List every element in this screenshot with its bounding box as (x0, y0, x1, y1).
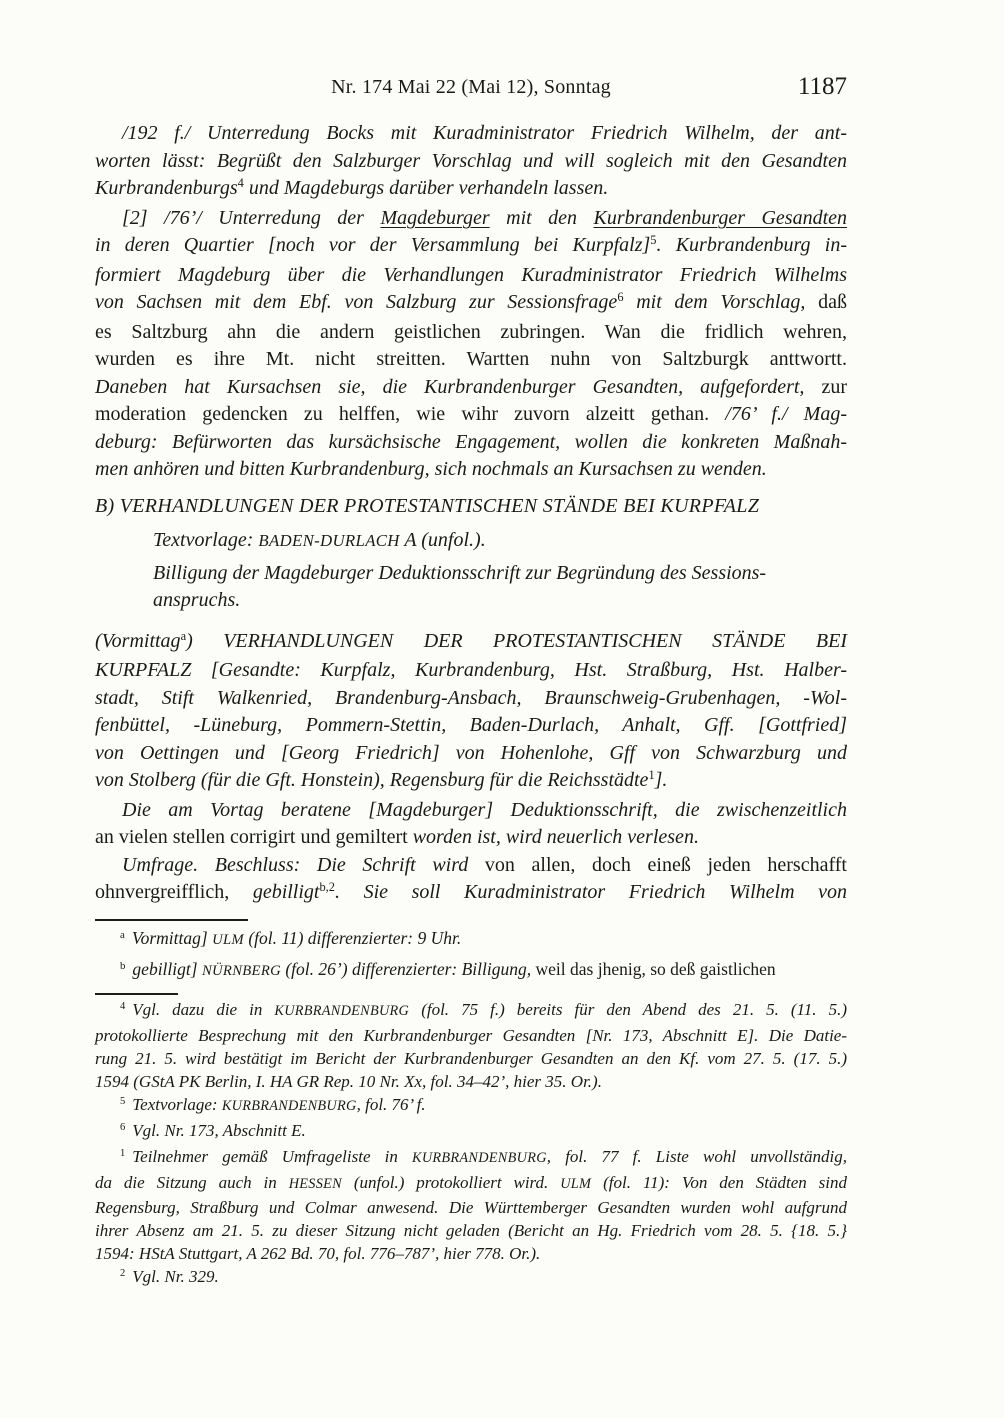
text-segment: , fol. 76’ f. (356, 1094, 426, 1114)
entry-paragraph-2 (95, 205, 847, 484)
footnote-1 (95, 1145, 847, 1265)
text-segment: (fol. 11) differenzierter: 9 Uhr. (243, 927, 462, 948)
umfrage-paragraph (95, 852, 847, 909)
text-segment: gebilligt (252, 881, 320, 903)
text-segment: Vgl. Nr. 173, Abschnitt E. (132, 1120, 306, 1140)
text-segment: Die am Vortag beratene [Magdeburger] Deduktionsschrift, die zwischenzeitlich (122, 798, 847, 821)
textvorlage-line (95, 527, 847, 555)
billigung-abstract (95, 560, 847, 615)
text-line (95, 429, 847, 457)
text-line (95, 319, 847, 347)
text-segment: rung 21. 5. wird bestätigt im Bericht der Kurbrandenburger Gesandten an den Kf. vom 27. 5. (17. 5.) (95, 1048, 847, 1068)
footnote-marker: a (180, 628, 187, 643)
text-line (95, 879, 847, 909)
footnote-marker: 4 (120, 1000, 126, 1012)
text-segment: (fol. 26’) differenzierter: Billigung, (280, 958, 532, 979)
text-segment: worten lässt: Begrüßt den Salzburger Vorschlag und will sogleich mit den Gesandten (95, 149, 847, 172)
footnote-marker: 1 (648, 768, 655, 783)
text-segment: Vgl. dazu die in (132, 999, 275, 1019)
text-segment: es Saltzburg ahn die andern geistlichen zubringen. Wan die fridlich wehren, (95, 320, 847, 343)
text-segment: Teilnehmer gemäß Umfrageliste in (132, 1146, 413, 1166)
text-segment: von Sachsen mit dem Ebf. von Salzburg zur Sessionsfrage (95, 291, 618, 313)
text-line (95, 1171, 847, 1196)
text-line (95, 1070, 847, 1093)
text-segment: mit den (489, 206, 594, 229)
text-segment: Umfrage. Beschluss: Die Schrift wird (122, 853, 485, 876)
text-segment: Regensburg, Straßburg und Colmar anwesend. Die Württemberger Gesandten wurden wohl aufgrund (95, 1197, 847, 1217)
footnote-marker: 4 (237, 176, 244, 191)
footnote-marker: b (120, 959, 126, 972)
text-segment: moderation gedencken zu helffen, wie wihr zuvorn alzeitt gethan. (95, 403, 726, 425)
text-segment: daß (805, 291, 847, 313)
text-segment: . Sie soll Kuradministrator Friedrich Wilhelm von (334, 881, 848, 903)
text-line (95, 175, 847, 205)
text-segment: deburg: Befürworten das kursächsische Engagement, wollen die konkreten Maßnah- (95, 430, 847, 453)
footnote-4 (95, 998, 847, 1093)
text-segment: ihrer Absenz am 21. 5. zu dieser Sitzung nicht geladen (Bericht an Hg. Friedrich vom 28. 5. {18. 5.} (95, 1220, 847, 1240)
text-segment: (fol. 11): Von den Städten sind (591, 1172, 847, 1192)
footnote-marker: 5 (650, 233, 657, 248)
text-line (95, 797, 847, 825)
footnote-marker: 2 (120, 1267, 126, 1279)
text-segment: und Magdeburgs darüber verhandeln lassen. (243, 177, 609, 199)
text-line (95, 657, 847, 685)
footnote-marker: 6 (120, 1121, 126, 1133)
text-line (95, 262, 847, 290)
text-line (95, 712, 847, 740)
footnote-marker: b,2 (319, 880, 335, 895)
page-number: 1187 (797, 73, 847, 100)
text-line (95, 955, 847, 986)
footnote-marker: a (120, 928, 125, 941)
text-segment: Billigung der Magdeburger Deduktionsschrift zur Begründung des Sessions- (153, 561, 767, 584)
text-line (95, 493, 847, 521)
text-segment: Daneben hat Kursachsen sie, die Kurbrandenburger Gesandten, aufgefordert, (95, 375, 805, 398)
text-line (153, 527, 847, 555)
text-segment: /192 f./ Unterredung Bocks mit Kuradministrator Friedrich Wilhelm, der ant- (122, 122, 847, 144)
text-segment: formiert Magdeburg über die Verhandlungen Kuradministrator Friedrich Wilhelms (95, 263, 847, 286)
text-line (95, 1119, 847, 1145)
text-line (95, 767, 847, 797)
text-segment: ohnvergreifflich, (95, 881, 253, 903)
text-segment: , fol. 77 f. Liste wohl unvollständig, (546, 1146, 847, 1166)
text-segment: men anhören und bitten Kurbrandenburg, sich nochmals an Kursachsen zu wenden. (95, 458, 767, 480)
text-segment: wurden es ihre Mt. nicht streitten. Wartten nuhn von Saltzburgk anttwortt. (95, 348, 847, 370)
text-segment: von allen, doch eineß jeden herschafft (484, 853, 847, 876)
text-line (95, 232, 847, 262)
text-line (95, 1047, 847, 1070)
text-segment: Textvorlage: (153, 529, 259, 551)
page-body (95, 120, 847, 1291)
text-segment: Kurbrandenburgs (95, 177, 238, 199)
text-segment: in deren Quartier [noch vor der Versammlung bei Kurpfalz] (95, 234, 651, 256)
text-line (153, 587, 847, 615)
apparatus-rule (95, 919, 248, 921)
text-segment: stadt, Stift Walkenried, Brandenburg-Ansbach, Braunschweig-Grubenhagen, -Wol- (95, 686, 847, 709)
text-segment: ) VERHANDLUNGEN DER PROTESTANTISCHEN STÄNDE BEI (186, 629, 847, 652)
text-segment: worden ist, wird neuerlich verlesen. (412, 826, 699, 848)
text-line (95, 205, 847, 233)
text-segment: [2] /76’/ Unterredung der (122, 206, 381, 229)
text-line (95, 1242, 847, 1265)
text-line (95, 1024, 847, 1047)
text-segment: protokollierte Besprechung mit den Kurbrandenburger Gesandten [Nr. 173, Abschnitt E]. Die Datie- (95, 1025, 847, 1045)
text-segment: (unfol.) protokolliert wird. (341, 1172, 561, 1192)
text-line (153, 560, 847, 588)
text-segment: BADEN-DURLACH (258, 531, 400, 550)
running-head: Nr. 174 Mai 22 (Mai 12), Sonntag (331, 76, 611, 98)
text-segment: Kurbrandenburger Gesandten (593, 206, 847, 229)
text-segment: ULM (212, 931, 244, 948)
text-line (95, 685, 847, 713)
text-segment: zur (804, 375, 847, 398)
text-line (95, 148, 847, 176)
text-line (95, 628, 847, 658)
text-segment: 1594 (GStA PK Berlin, I. HA GR Rep. 10 Nr. Xx, fol. 34–42’, hier 35. Or.). (95, 1071, 602, 1091)
text-segment: gebilligt] (132, 958, 202, 979)
text-segment: ULM (560, 1175, 592, 1192)
text-segment: Vgl. Nr. 329. (132, 1266, 219, 1286)
apparatus-note-a (95, 924, 847, 955)
text-line (95, 740, 847, 768)
text-segment: Vormittag] (131, 927, 213, 948)
footnote-2 (95, 1265, 847, 1291)
text-line (95, 374, 847, 402)
text-line (95, 120, 847, 148)
text-segment: (Vormittag (95, 629, 181, 652)
text-segment: KURBRANDENBURG (412, 1149, 547, 1166)
text-line (95, 1219, 847, 1242)
text-line (95, 401, 847, 429)
text-segment: mit dem Vorschlag, (623, 291, 806, 313)
text-segment: von Stolberg (für die Gft. Honstein), Regensburg für die Reichsstädte (95, 769, 649, 791)
footnote-6 (95, 1119, 847, 1145)
footnote-5 (95, 1093, 847, 1119)
entry-paragraph-1 (95, 120, 847, 205)
text-line (95, 456, 847, 484)
page-header (95, 73, 847, 108)
text-line (95, 1265, 847, 1291)
text-line (95, 289, 847, 319)
text-segment: weil das jhenig, so deß gaistlichen (531, 958, 776, 979)
footnote-marker: 1 (120, 1147, 126, 1159)
text-segment: . Kurbrandenburg in- (656, 234, 847, 256)
text-segment: von Oettingen und [Georg Friedrich] von Hohenlohe, Gff von Schwarzburg und (95, 741, 847, 764)
text-segment: (fol. 75 f.) bereits für den Abend des 21. 5. (11. 5.) (409, 999, 847, 1019)
footnote-marker: 6 (617, 290, 624, 305)
text-line (95, 1145, 847, 1171)
text-segment: Magdeburger (380, 206, 490, 229)
text-segment: KURBRANDENBURG (221, 1097, 357, 1114)
session-paragraph (95, 628, 847, 797)
apparatus-note-b (95, 955, 847, 986)
text-line (95, 1093, 847, 1119)
text-segment: Textvorlage: (132, 1094, 222, 1114)
text-segment: an vielen stellen corrigirt und gemiltert (95, 826, 413, 848)
text-line (95, 346, 847, 374)
text-segment: B) VERHANDLUNGEN DER PROTESTANTISCHEN STÄNDE BEI KURPFALZ (95, 494, 760, 517)
text-segment: ]. (654, 769, 668, 791)
text-line (95, 852, 847, 880)
text-segment: fenbüttel, -Lüneburg, Pommern-Stettin, Baden-Durlach, Anhalt, Gff. [Gottfried] (95, 714, 847, 736)
text-segment: KURPFALZ [Gesandte: Kurpfalz, Kurbrandenburg, Hst. Straßburg, Hst. Halber- (95, 659, 847, 681)
text-segment: A (unfol.). (399, 529, 486, 551)
footnote-marker: 5 (120, 1095, 126, 1107)
text-segment: da die Sitzung auch in (95, 1172, 289, 1192)
text-line (95, 998, 847, 1024)
text-segment: /76’ f./ Mag- (725, 403, 848, 425)
text-segment: NÜRNBERG (201, 962, 281, 979)
text-line (95, 924, 847, 955)
text-line (95, 824, 847, 852)
text-segment: KURBRANDENBURG (274, 1002, 410, 1019)
text-segment: 1594: HStA Stuttgart, A 262 Bd. 70, fol. 776–787’, hier 778. Or.). (95, 1243, 541, 1263)
section-b-heading (95, 493, 847, 521)
text-line (95, 1196, 847, 1219)
deduktionsschrift-paragraph (95, 797, 847, 852)
text-segment: HESSEN (288, 1175, 342, 1192)
text-segment: anspruchs. (153, 589, 241, 611)
text-column (95, 73, 848, 1291)
footnote-rule (95, 993, 178, 995)
